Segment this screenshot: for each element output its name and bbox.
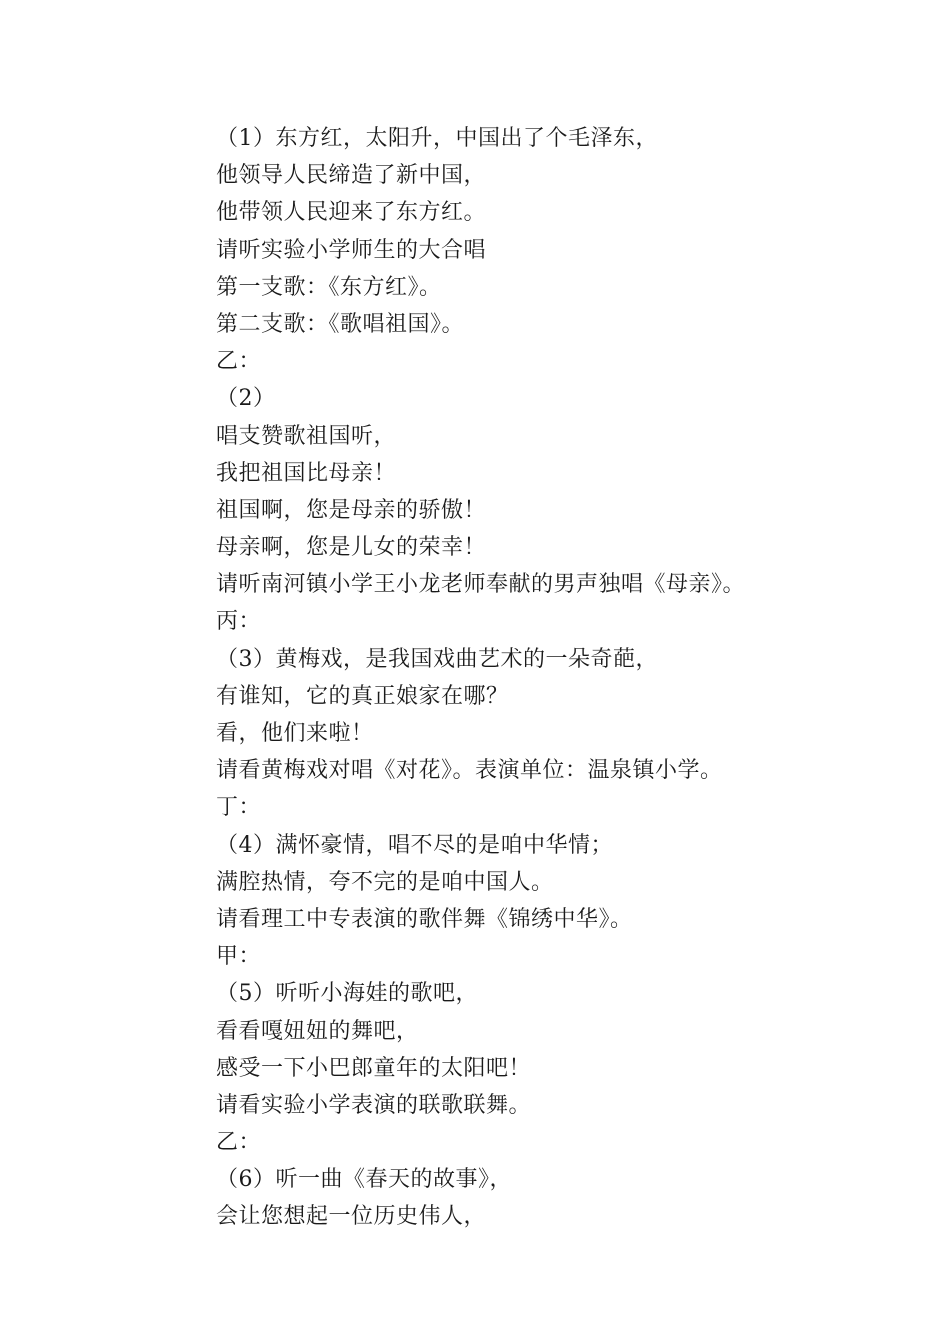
text-line: （4）满怀豪情，唱不尽的是咱中华情； [216,832,613,858]
speaker-label: 甲： [216,944,262,970]
text-line: 唱支赞歌祖国听， [216,423,397,449]
text-line: （2） [216,386,276,412]
speaker-label: 乙： [216,1130,262,1156]
text-line: （6）听一曲《春天的故事》， [216,1167,512,1193]
text-line: 第二支歌：《歌唱祖国》。 [216,311,465,337]
text-line: 祖国啊，您是母亲的骄傲！ [216,497,487,523]
text-line: 请听实验小学师生的大合唱 [216,237,487,263]
text-line: 看，他们来啦！ [216,721,374,746]
text-line: 请看黄梅戏对唱《对花》。表演单位：温泉镇小学。 [216,758,723,784]
text-line: 感受一下小巴郎童年的太阳吧！ [216,1055,532,1081]
text-line: 他领导人民缔造了新中国， [216,163,487,189]
text-line: 请看实验小学表演的联歌联舞。 [216,1092,532,1118]
text-line: （3）黄梅戏，是我国戏曲艺术的一朵奇葩， [216,646,658,672]
text-line: （1）东方红，太阳升，中国出了个毛泽东， [216,126,658,151]
speaker-label: 丙： [216,609,262,635]
speaker-label: 丁： [216,795,262,821]
text-line: 满腔热情，夸不完的是咱中国人。 [216,869,554,895]
text-line: 请听南河镇小学王小龙老师奉献的男声独唱《母亲》。 [216,572,746,598]
text-line: 他带领人民迎来了东方红。 [216,200,487,226]
text-line: （5）听听小海娃的歌吧， [216,981,478,1007]
speaker-label: 乙： [216,349,262,375]
text-line: 母亲啊，您是儿女的荣幸！ [216,535,487,561]
text-line: 请看理工中专表演的歌伴舞《锦绣中华》。 [216,906,633,932]
text-line: 会让您想起一位历史伟人， [216,1204,487,1230]
text-line: 我把祖国比母亲！ [216,460,397,486]
script-text-block [216,120,856,1236]
text-line: 第一支歌：《东方红》。 [216,274,442,300]
text-line: 有谁知，它的真正娘家在哪？ [216,683,509,709]
text-line: 看看嘎妞妞的舞吧， [216,1018,419,1044]
